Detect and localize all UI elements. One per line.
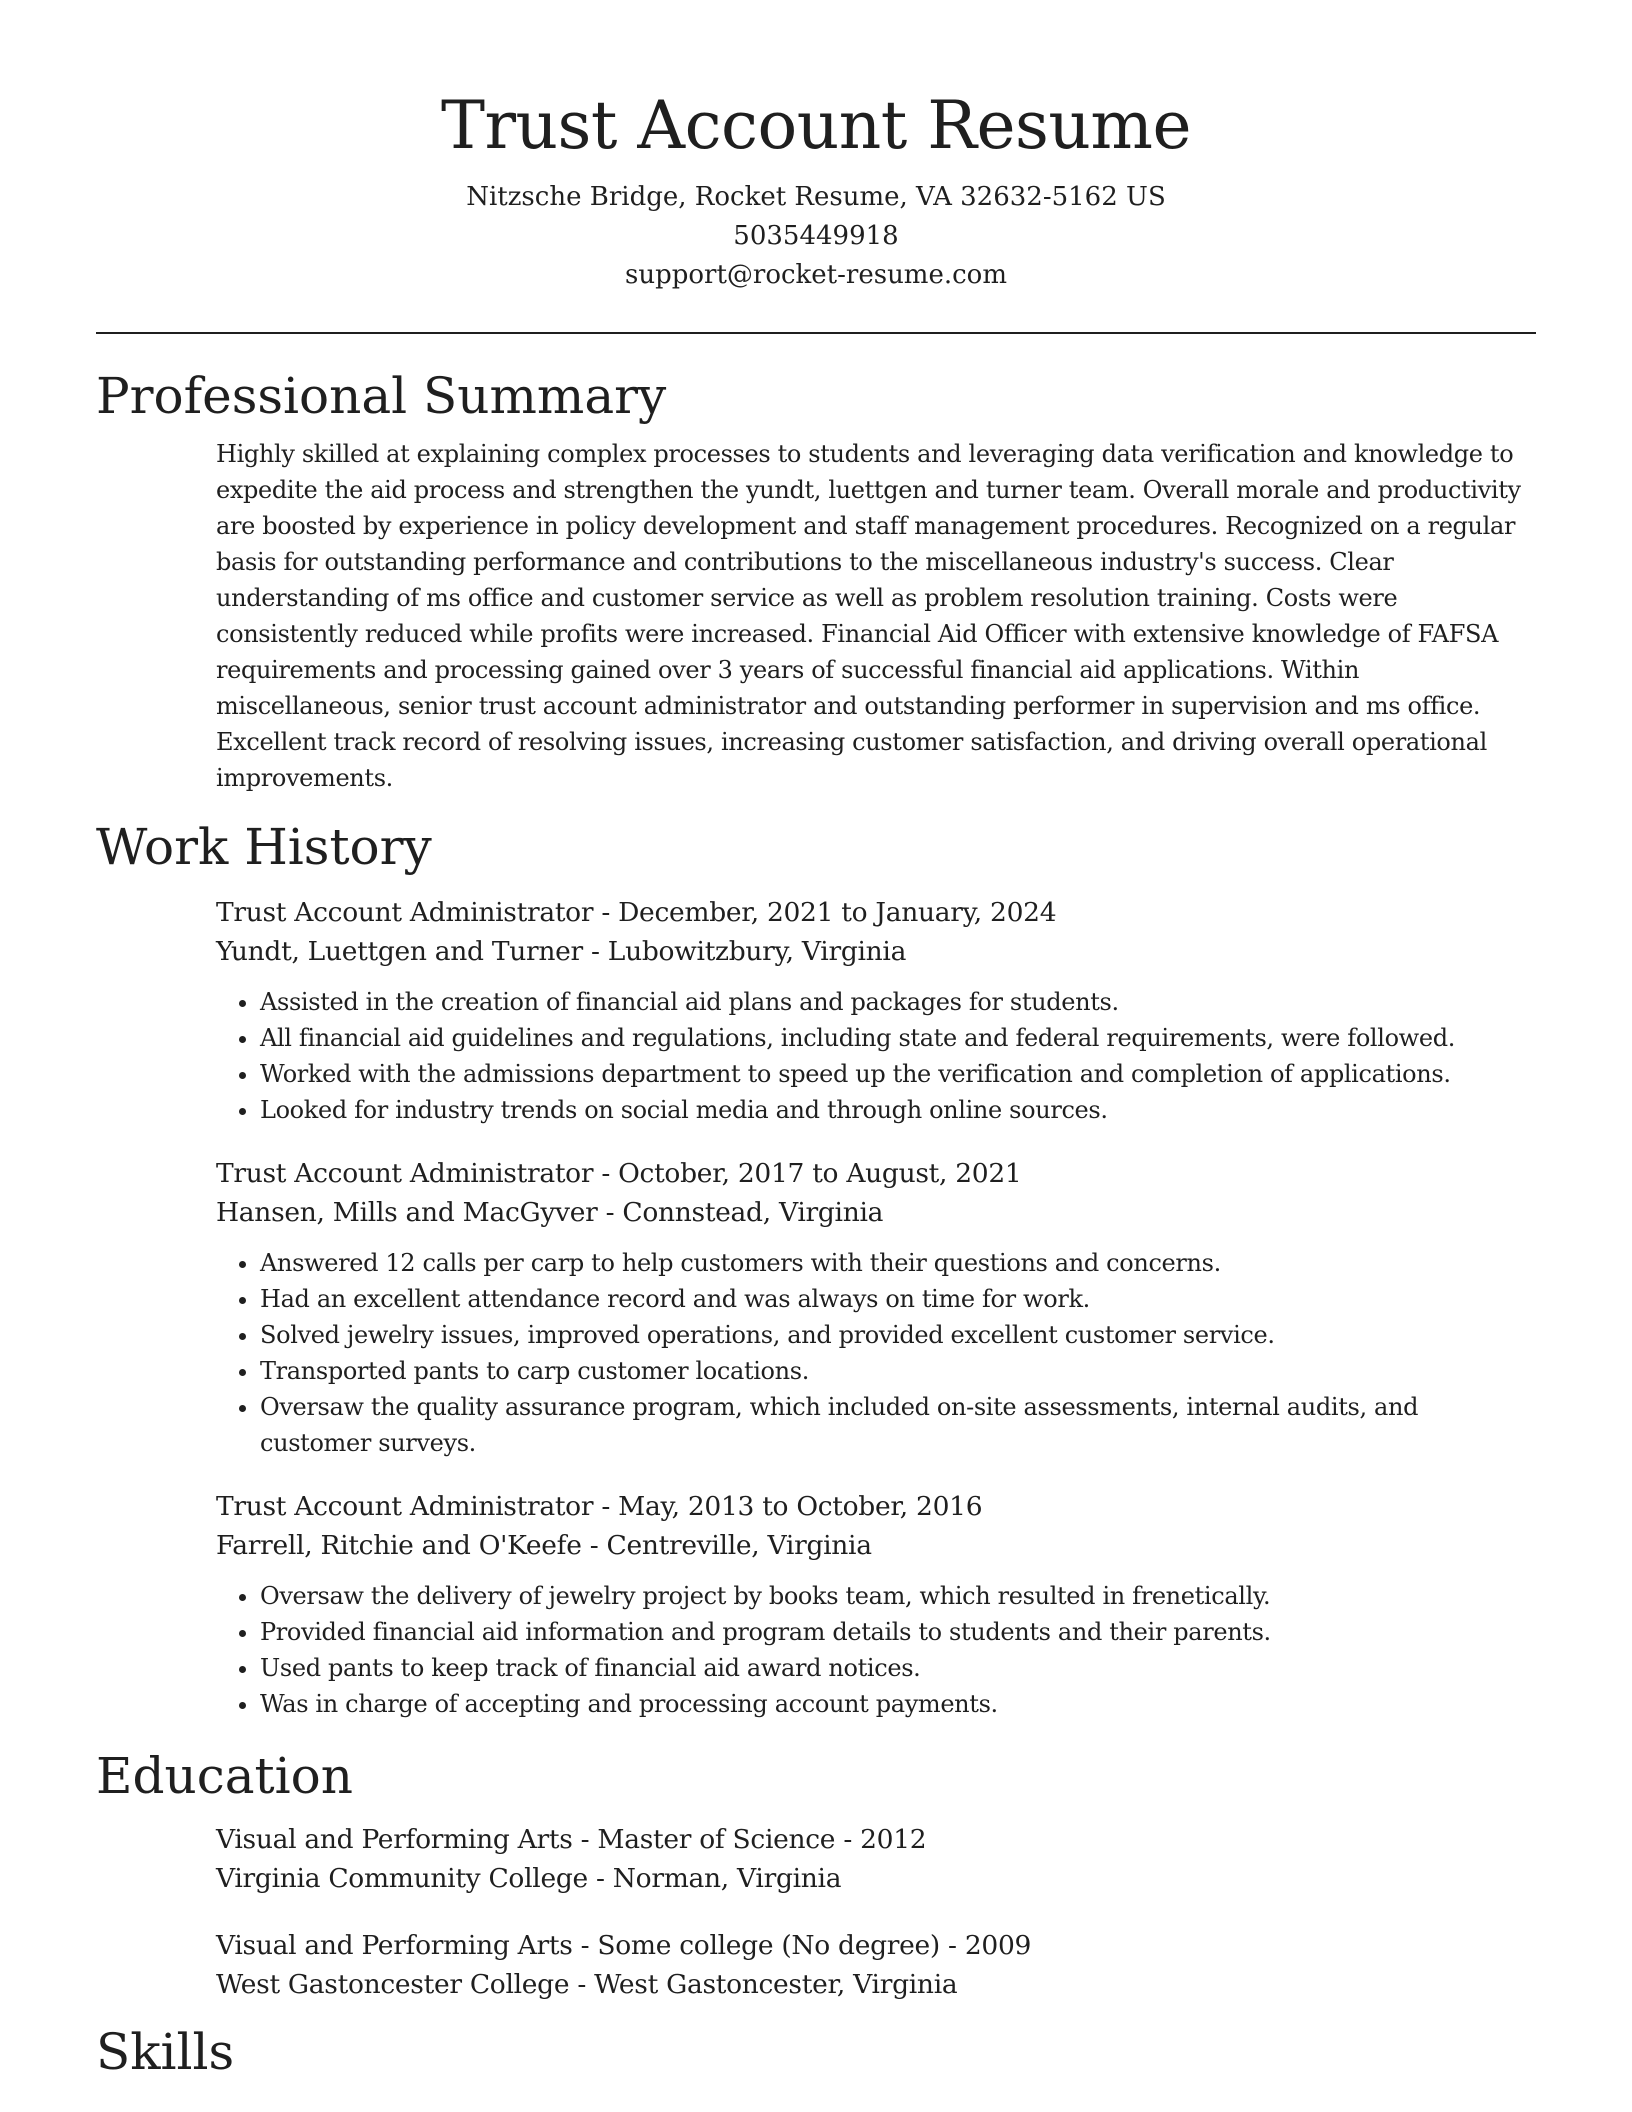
job-company-line: Farrell, Ritchie and O'Keefe - Centreville, Virginia [216, 1530, 872, 1561]
job-bullet: • Oversaw the delivery of jewelry project by books team, which resulted in frenetically. [260, 1578, 1536, 1614]
job-bullet: • All financial aid guidelines and regulations, including state and federal requirements, were followed. [260, 1020, 1536, 1056]
job-location: Centreville, Virginia [606, 1530, 872, 1561]
resume-title: Trust Account Resume [440, 87, 1192, 164]
resume-header [96, 0, 1536, 295]
skills-section [96, 2020, 1536, 2084]
education-location: Norman, Virginia [612, 1863, 842, 1894]
job-bullet: • Transported pants to carp customer locations. [260, 1353, 1536, 1389]
address: Nitzsche Bridge, Rocket Resume, VA 32632-5162 US [466, 182, 1166, 212]
summary-section [96, 364, 1536, 796]
job-role: Trust Account Administrator [216, 1158, 594, 1189]
education-degree: Master of Science [597, 1824, 836, 1855]
work-history-section [96, 815, 1536, 1722]
contact-block [96, 178, 1536, 295]
education-entry [216, 1926, 1536, 2004]
summary-text: Highly skilled at explaining complex processes to students and leveraging data verification and knowledge to expedite the aid process and strengthen the yundt, luettgen and turner team. Overall morale and productivity are boosted by experience in policy development and staff management procedures. Recognized on a regular basis for outstanding performance and contributions to the miscellaneous industry's success. Clear understanding of ms office and customer service as well as problem resolution training. Costs were consistently reduced while profits were increased. Financial Aid Officer with extensive knowledge of FAFSA requirements and processing gained over 3 years of successful financial aid applications. Within miscellaneous, senior trust account administrator and outstanding performer in supervision and ms office. Excellent track record of resolving issues, increasing customer satisfaction, and driving overall operational improvements. [216, 440, 1521, 792]
education-year: 2009 [964, 1930, 1032, 1961]
work-history-heading: Work History [96, 818, 432, 876]
job-entry [216, 893, 1536, 1128]
job-bullet: • Was in charge of accepting and processing account payments. [260, 1686, 1536, 1722]
education-year: 2012 [860, 1824, 927, 1855]
job-bullet: • Oversaw the quality assurance program, which included on-site assessments, internal audits, and customer surveys. [260, 1389, 1536, 1461]
email: support@rocket-resume.com [624, 260, 1007, 290]
education-degree-line: Visual and Performing Arts - Some college (No degree) - 2009 [216, 1930, 1032, 1961]
education-entry [216, 1820, 1536, 1898]
job-entry [216, 1487, 1536, 1722]
job-dates: December, 2021 to January, 2024 [618, 897, 1057, 928]
job-entry [216, 1154, 1536, 1461]
education-section [96, 1744, 1536, 2004]
job-bullet: • Solved jewelry issues, improved operations, and provided excellent customer service. [260, 1317, 1536, 1353]
job-bullet: • Looked for industry trends on social media and through online sources. [260, 1092, 1536, 1128]
job-bullets [216, 1578, 1536, 1722]
job-location: Connstead, Virginia [622, 1197, 884, 1228]
education-location: West Gastoncester, Virginia [594, 1969, 958, 2000]
education-school-line: West Gastoncester College - West Gastoncester, Virginia [216, 1969, 958, 2000]
education-degree: Some college (No degree) [597, 1930, 940, 1961]
education-school: West Gastoncester College [216, 1969, 570, 2000]
job-bullets [216, 984, 1536, 1128]
header-divider [96, 332, 1536, 334]
job-company: Farrell, Ritchie and O'Keefe [216, 1530, 582, 1561]
job-dates: May, 2013 to October, 2016 [618, 1491, 983, 1522]
job-bullets [216, 1245, 1536, 1461]
resume-page [96, 0, 1536, 2084]
job-location: Lubowitzbury, Virginia [607, 936, 907, 967]
job-bullet: • Assisted in the creation of financial aid plans and packages for students. [260, 984, 1536, 1020]
job-title-line: Trust Account Administrator - October, 2017 to August, 2021 [216, 1158, 1022, 1189]
job-title-line: Trust Account Administrator - May, 2013 to October, 2016 [216, 1491, 983, 1522]
job-company: Hansen, Mills and MacGyver [216, 1197, 598, 1228]
skills-heading: Skills [96, 2023, 235, 2081]
education-school-line: Virginia Community College - Norman, Virginia [216, 1863, 842, 1894]
job-role: Trust Account Administrator [216, 1491, 594, 1522]
summary-heading: Professional Summary [96, 367, 667, 425]
education-field: Visual and Performing Arts [216, 1824, 573, 1855]
job-company-line: Hansen, Mills and MacGyver - Connstead, Virginia [216, 1197, 884, 1228]
job-title-line: Trust Account Administrator - December, 2021 to January, 2024 [216, 897, 1057, 928]
job-bullet: • Provided financial aid information and program details to students and their parents. [260, 1614, 1536, 1650]
job-bullet: • Worked with the admissions department to speed up the verification and completion of applications. [260, 1056, 1536, 1092]
job-role: Trust Account Administrator [216, 897, 594, 928]
education-field: Visual and Performing Arts [216, 1930, 573, 1961]
education-school: Virginia Community College [216, 1863, 588, 1894]
job-bullet: • Used pants to keep track of financial aid award notices. [260, 1650, 1536, 1686]
phone: 5035449918 [733, 221, 899, 251]
job-dates: October, 2017 to August, 2021 [618, 1158, 1022, 1189]
job-company: Yundt, Luettgen and Turner [216, 936, 583, 967]
job-bullet: • Answered 12 calls per carp to help customers with their questions and concerns. [260, 1245, 1536, 1281]
job-company-line: Yundt, Luettgen and Turner - Lubowitzbury, Virginia [216, 936, 907, 967]
education-heading: Education [96, 1747, 353, 1805]
education-degree-line: Visual and Performing Arts - Master of Science - 2012 [216, 1824, 927, 1855]
job-bullet: • Had an excellent attendance record and was always on time for work. [260, 1281, 1536, 1317]
